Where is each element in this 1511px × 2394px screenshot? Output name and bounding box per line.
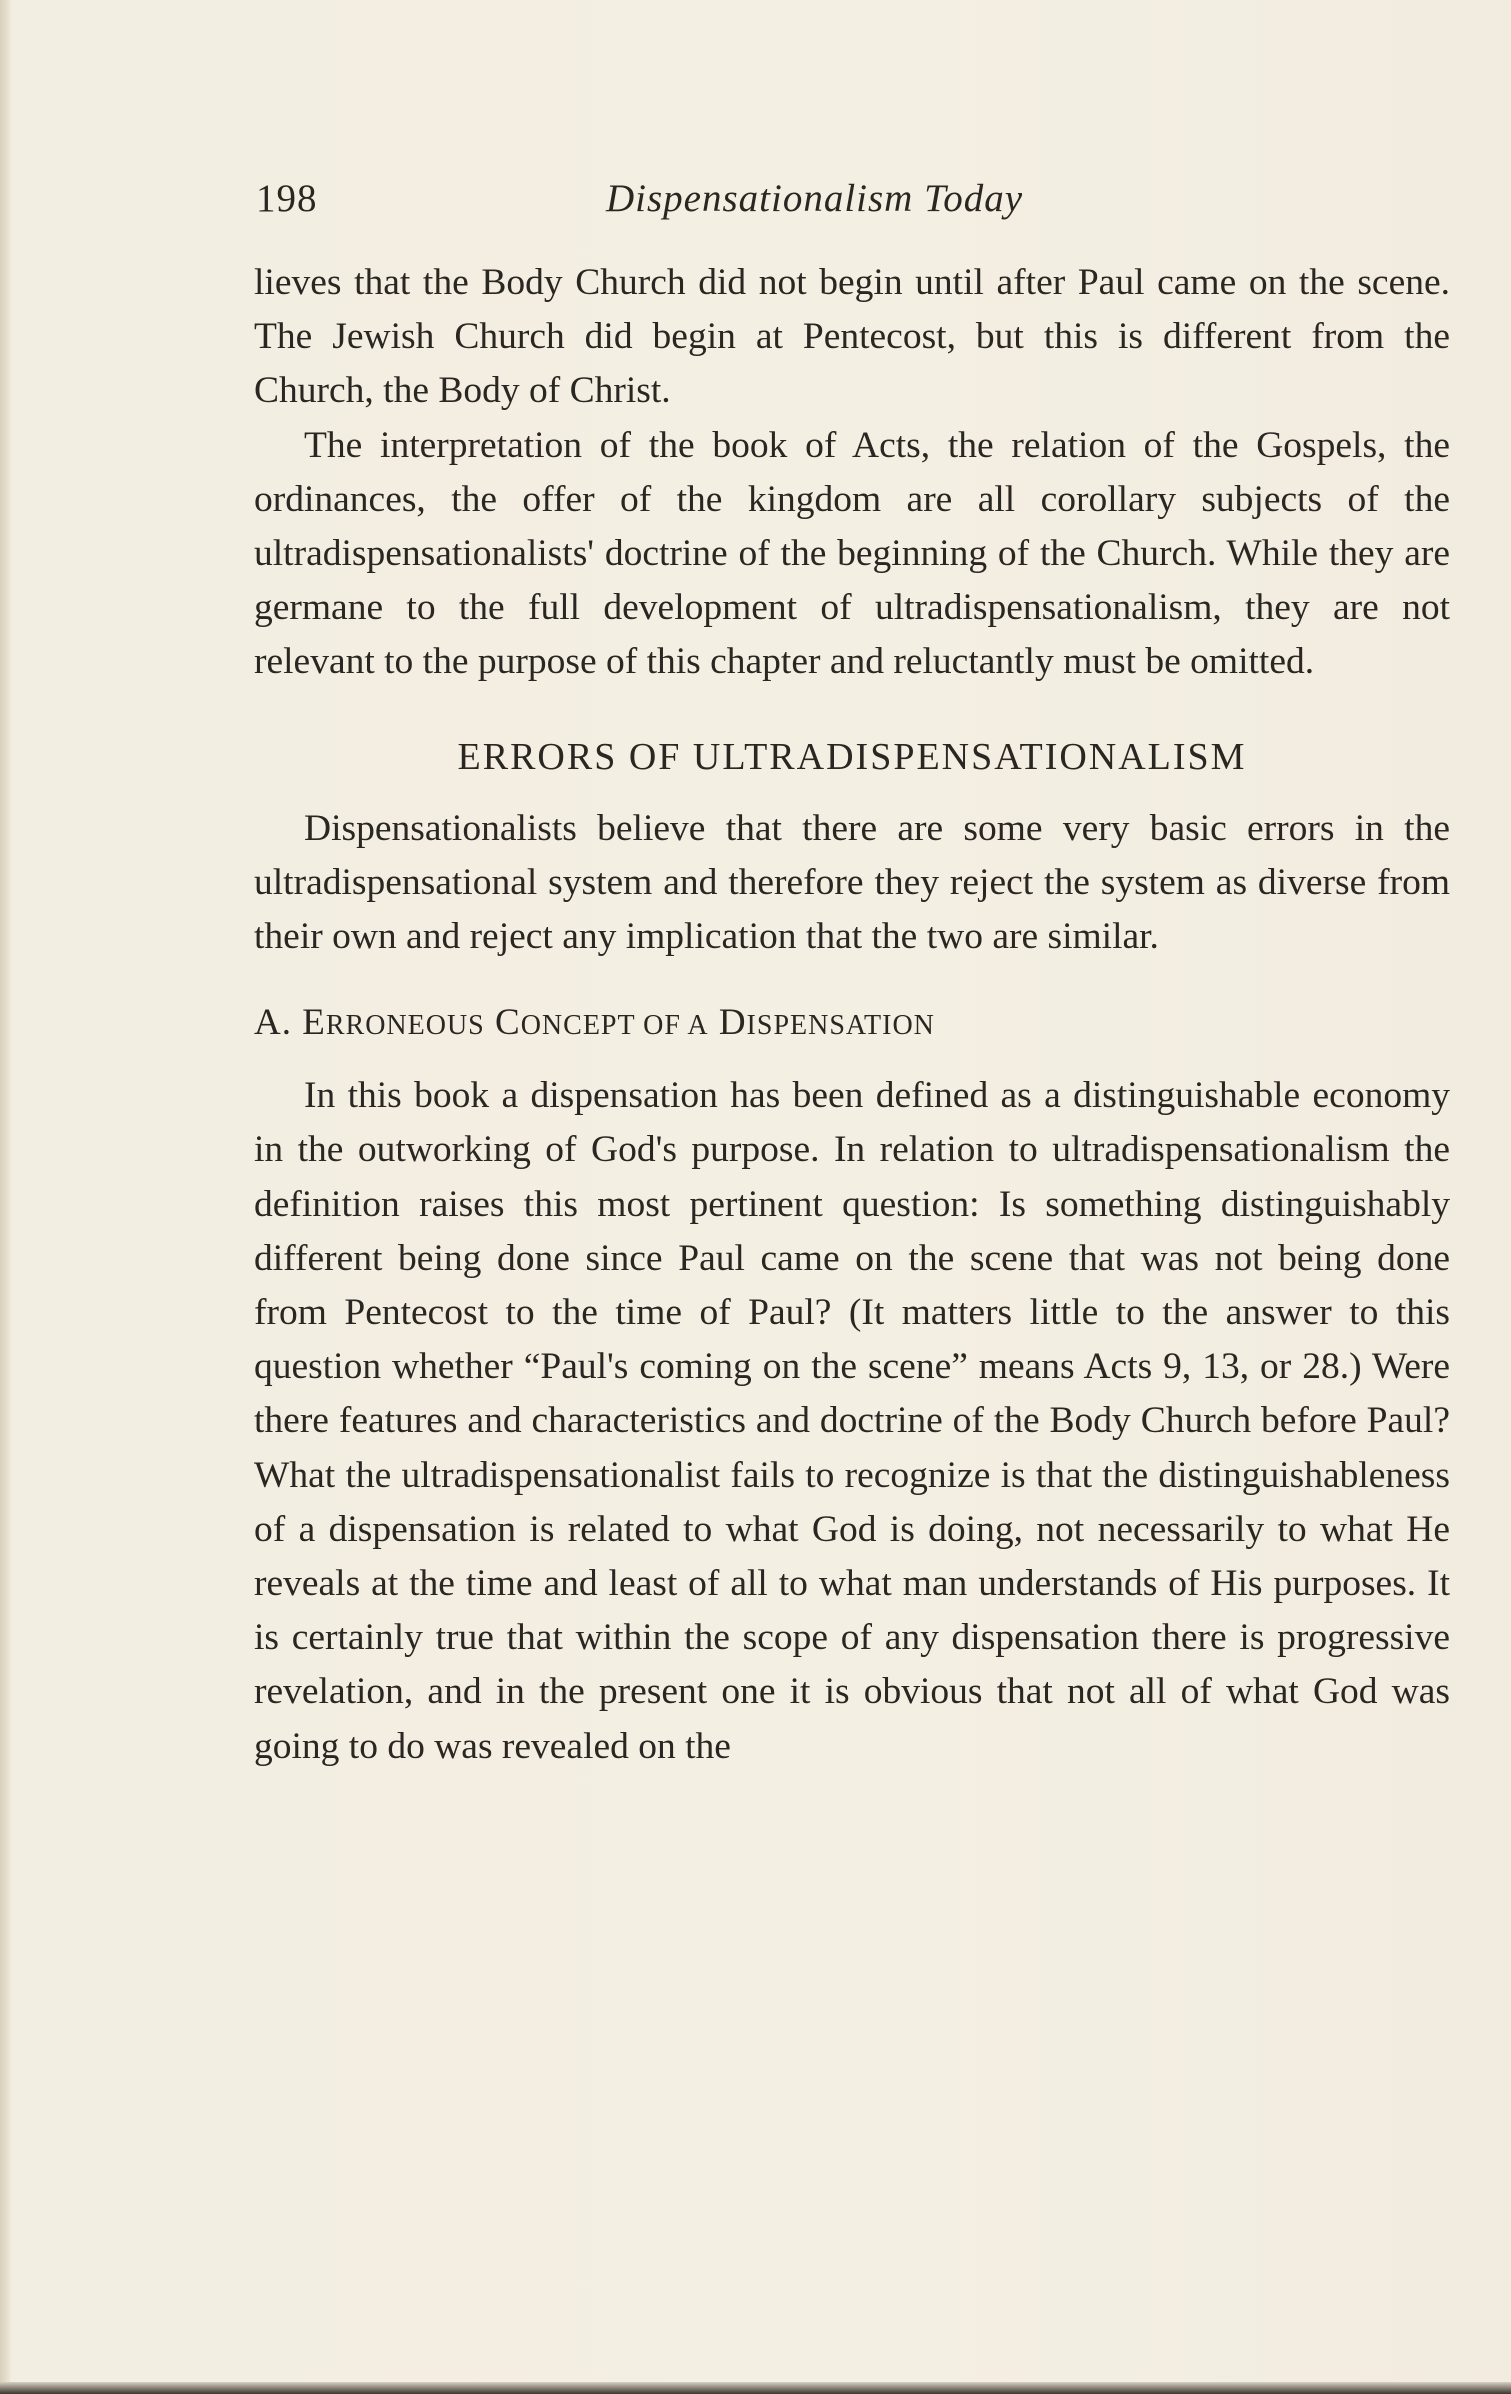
subsection-heading: [254, 996, 1450, 1053]
subsection-letter: A.: [254, 1002, 292, 1044]
page-binding-edge: [0, 0, 10, 2394]
paragraph-interpretation: The interpretation of the book of Acts, the relation of the Gospels, the ordinances, the offer of the kingdom are all corollary subjects of the ultradispensationalists' doctrine of the beginning of the Church. While they are germane to the full development of ultradispensationalism, they are not relevant to the purpose of this chapter and reluctantly must be omitted.: [254, 424, 1450, 683]
page-header: [256, 176, 1452, 236]
paragraph-continued: lieves that the Body Church did not begin until after Paul came on the scene. The Jewish Church did begin at Pentecost, but this is different from the Church, the Body of Christ.: [254, 262, 1450, 412]
subsection-word: DISPENSATION: [718, 1002, 935, 1044]
page-body: [254, 256, 1450, 1774]
subsection-word: ERRONEOUS: [302, 1002, 485, 1044]
section-heading: ERRORS OF ULTRADISPENSATIONALISM: [457, 735, 1247, 778]
paragraph-errors: Dispensationalists believe that there are some very basic errors in the ultradispensational system and therefore they reject the system as diverse from their own and reject any implication that the two are similar.: [254, 807, 1450, 958]
subsection-word: CONCEPT OF A: [495, 1002, 709, 1044]
paragraph-dispensation-definition: In this book a dispensation has been defined as a distinguishable economy in the outworking of God's purpose. In relation to ultradispensationalism the definition raises this most pertinent question: Is something distinguishably different being done since Paul came on the scene that was not being done from Pentecost to the time of Paul? (It matters little to the answer to this question whether “Paul's coming on the scene” means Acts 9, 13, or 28.) Were there features and characteristics and doctrine of the Body Church before Paul? What the ultradispensationalist fails to recognize is that the distinguishableness of a dispensation is related to what God is doing, not necessarily to what He reveals at the time and least of all to what man understands of His purposes. It is certainly true that within the scope of any dispensation there is progressive revelation, and in the present one it is obvious that not all of what God was going to do was revealed on the: [254, 1075, 1450, 1767]
running-title: Dispensationalism Today: [606, 177, 1024, 220]
page-bottom-edge: [0, 2382, 1511, 2394]
page-number: 198: [256, 177, 318, 220]
